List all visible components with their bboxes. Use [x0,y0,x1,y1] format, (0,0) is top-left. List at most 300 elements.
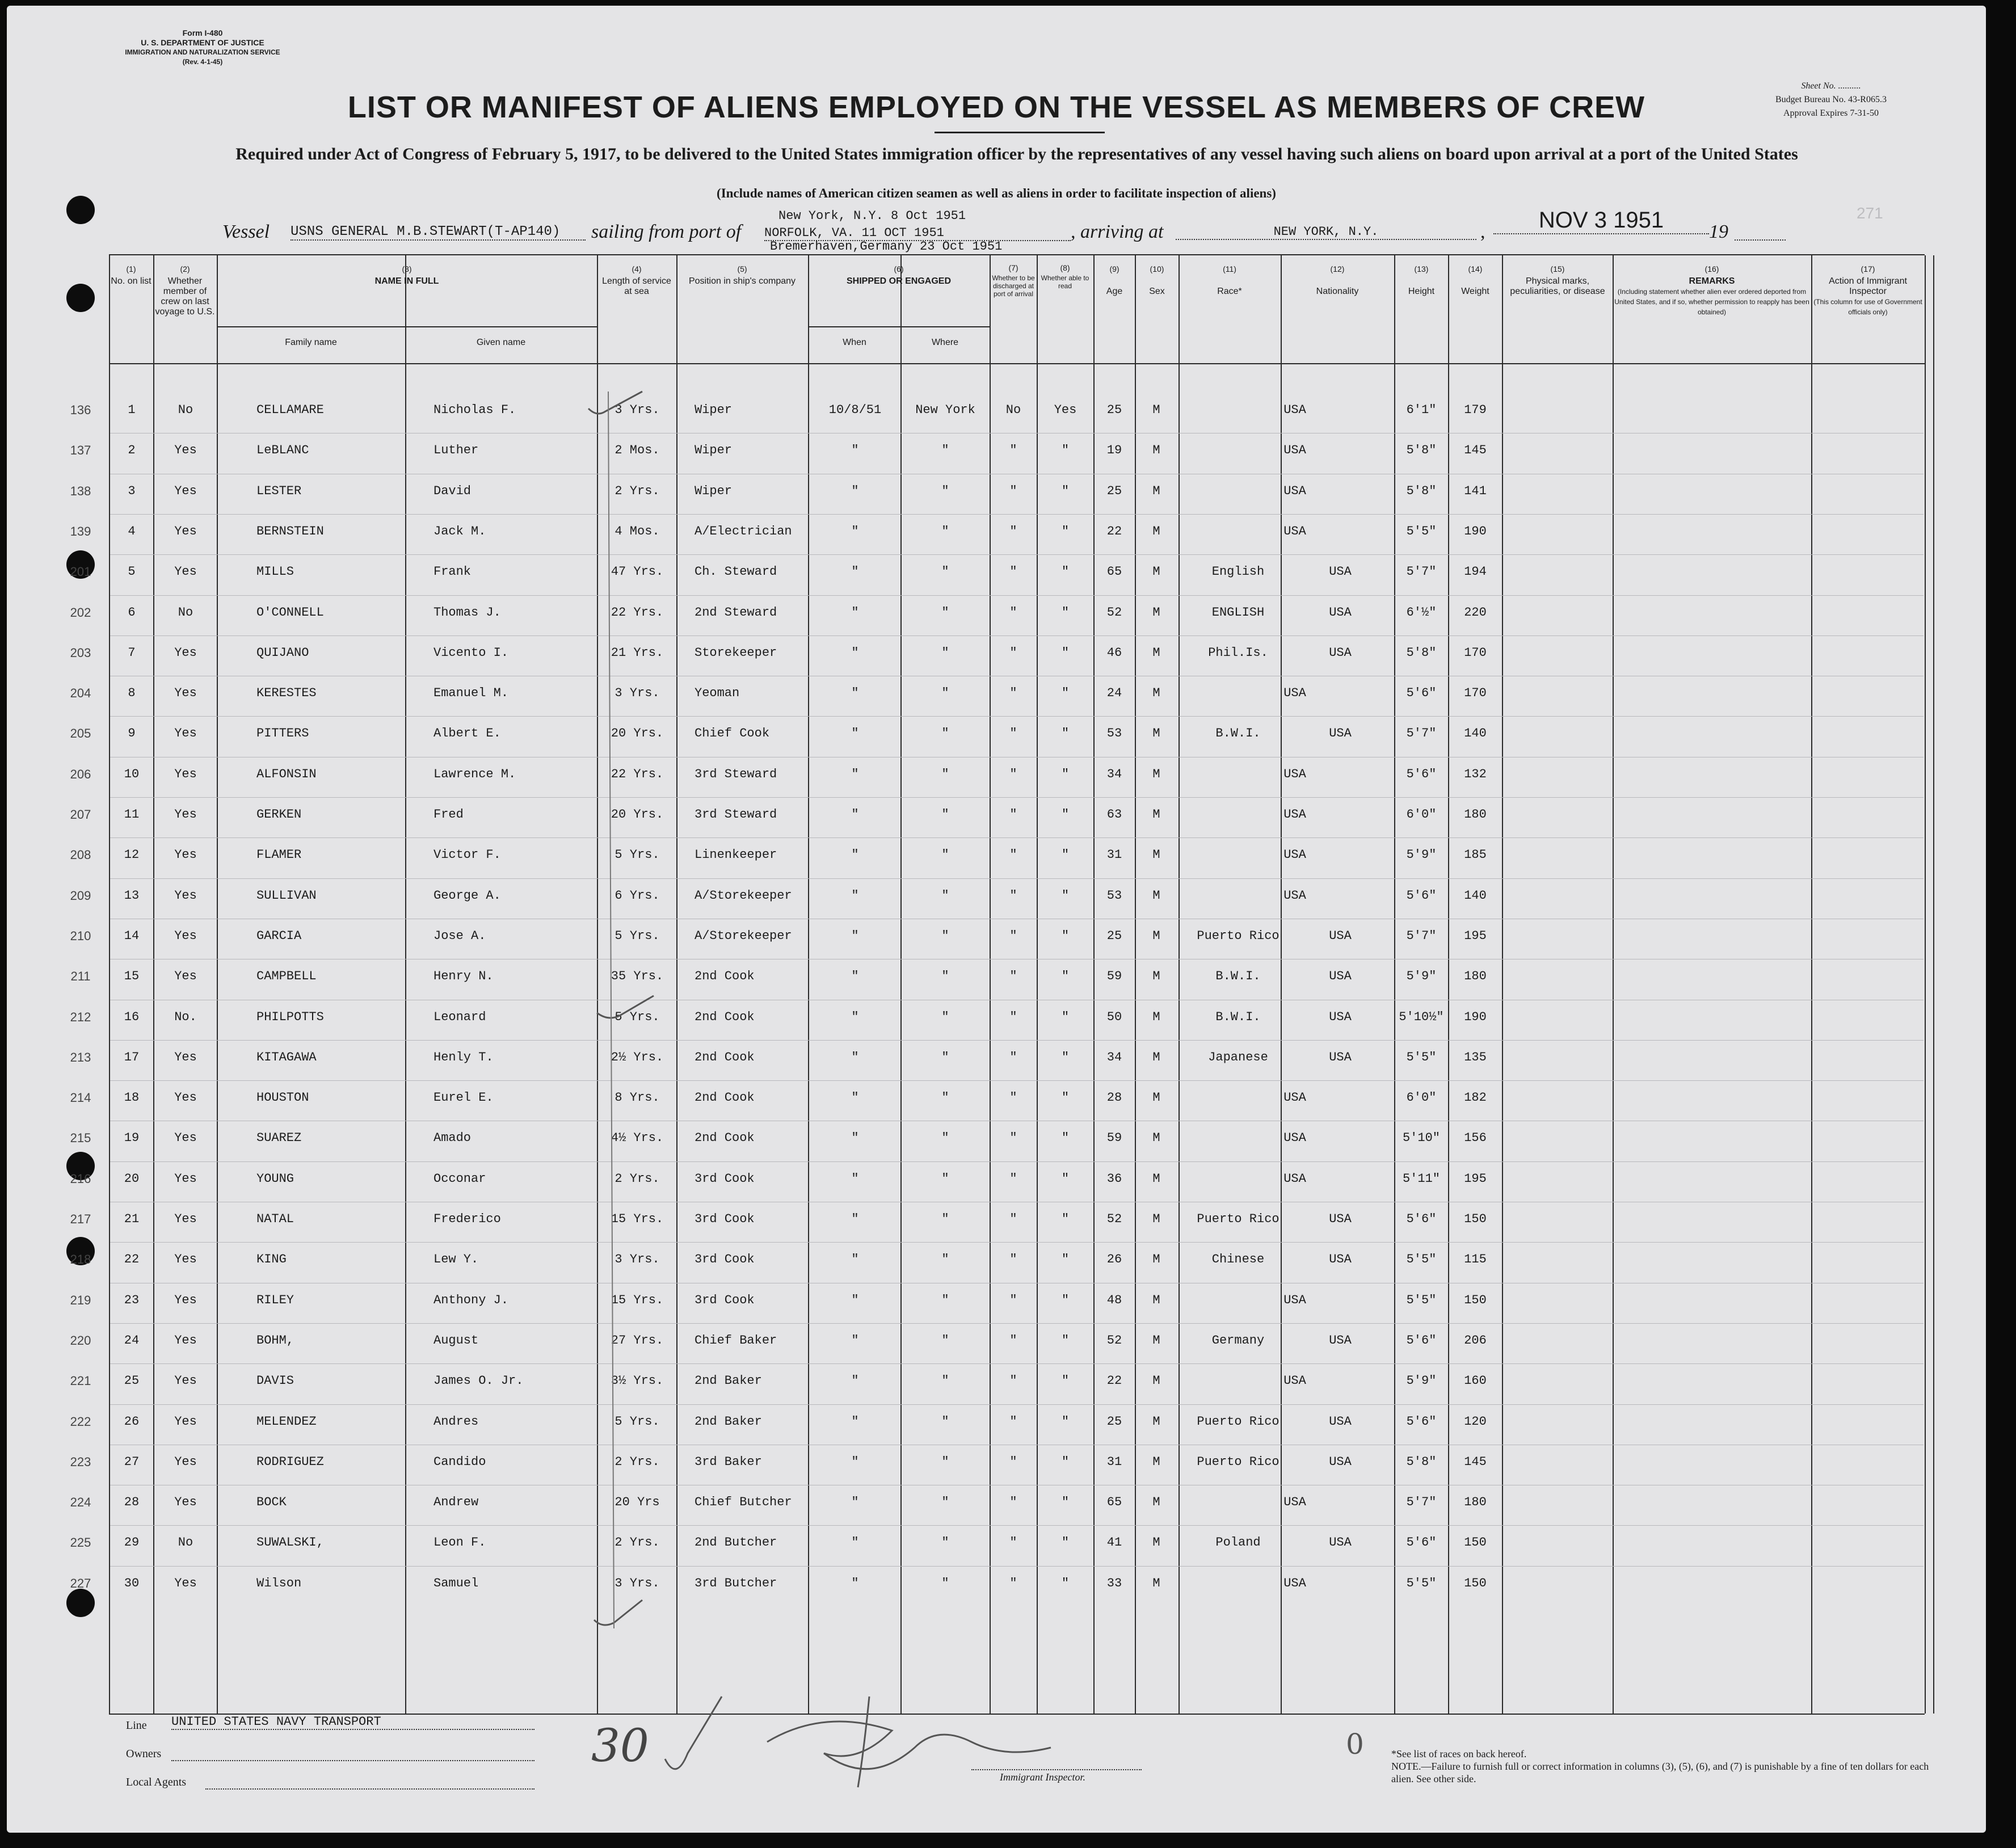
position: 3rd Cook [695,1293,755,1307]
service-length: 2 Yrs. [615,1454,660,1469]
position: 3rd Cook [695,1212,755,1226]
shipped-when: " [851,1333,859,1348]
shipped-where: " [941,1454,949,1469]
discharged: " [1009,605,1017,620]
weight: 135 [1464,1050,1487,1064]
race-note: *See list of races on back hereof. [1391,1748,1527,1759]
position: Ch. Steward [695,565,777,579]
row-rule [110,1566,1924,1567]
shipped-where: " [941,1333,949,1348]
height: 5'5" [1406,1050,1437,1064]
given-name: Emanuel M. [433,686,509,701]
last-voyage: Yes [174,807,197,822]
service-length: 20 Yrs. [611,807,664,822]
position: 2nd Cook [695,1091,755,1105]
discharged: " [1009,1414,1017,1429]
row-number: 12 [124,848,140,862]
arriving-port: NEW YORK, N.Y. [1176,225,1476,240]
department: U. S. DEPARTMENT OF JUSTICE [141,38,264,47]
nationality: USA [1283,1293,1306,1307]
sex: M [1152,1576,1160,1590]
shipped-where: New York [915,403,975,417]
discharged: " [1009,1009,1017,1024]
family-name: FLAMER [256,848,302,862]
nationality: USA [1329,1009,1352,1024]
row-rule [110,797,1924,798]
sex: M [1152,645,1160,660]
weight: 140 [1464,888,1487,903]
weight: 150 [1464,1212,1487,1226]
shipped-where: " [941,1091,949,1105]
line-label: Line [126,1719,147,1732]
col-no-header: (1) No. on list [111,264,151,286]
weight: 145 [1464,443,1487,458]
race: B.W.I. [1215,969,1261,984]
able-to-read: " [1061,524,1070,538]
height: 5'7" [1406,565,1437,579]
footnote [1391,1748,1936,1785]
sequence-number: 209 [70,888,91,903]
age: 65 [1106,1495,1122,1510]
height: 5'8" [1406,443,1437,458]
row-number: 30 [124,1576,140,1590]
weight: 180 [1464,807,1487,822]
able-to-read: " [1061,1454,1070,1469]
family-name: BOCK [256,1495,287,1510]
discharged: " [1009,969,1017,984]
col-nationality-header: (12) Nationality [1316,264,1359,296]
shipped-where: " [941,686,949,701]
family-name: O'CONNELL [256,605,324,620]
sequence-number: 227 [70,1576,91,1590]
nationality: USA [1329,1050,1352,1064]
family-name: GARCIA [256,928,302,943]
col-age-header: (9) Age [1106,264,1123,296]
given-name: David [433,483,472,498]
shipped-where: " [941,1171,949,1186]
row-rule [110,595,1924,596]
able-to-read: " [1061,888,1070,903]
able-to-read: " [1061,1576,1070,1590]
shipped-when: " [851,645,859,660]
height: 5'9" [1406,848,1437,862]
age: 41 [1106,1535,1122,1550]
weight: 150 [1464,1535,1487,1550]
service-length: 22 Yrs. [611,767,664,781]
height: 6'1" [1406,403,1437,417]
able-to-read: " [1061,1171,1070,1186]
family-name: KERESTES [256,686,317,701]
family-name: YOUNG [256,1171,294,1186]
race: Puerto Rico [1197,1212,1280,1226]
last-voyage: Yes [174,1414,197,1429]
sex: M [1152,1252,1160,1267]
col-discharged-header: (7) Whether to be discharged at port of arrival [992,263,1035,298]
discharged: " [1009,1293,1017,1307]
shipped-where: " [941,1374,949,1388]
service-length: 22 Yrs. [611,605,664,620]
age: 33 [1106,1576,1122,1590]
agents-label: Local Agents [126,1776,187,1788]
height: 5'11" [1402,1171,1440,1186]
age: 25 [1106,483,1122,498]
line-value: UNITED STATES NAVY TRANSPORT [171,1715,534,1730]
position: 2nd Cook [695,969,755,984]
title-underline [935,132,1105,133]
family-name: HOUSTON [256,1091,309,1105]
height: 5'6" [1406,1212,1437,1226]
vessel-label: Vessel [222,221,270,242]
last-voyage: Yes [174,483,197,498]
age: 25 [1106,403,1122,417]
able-to-read: " [1061,645,1070,660]
nationality: USA [1329,645,1352,660]
family-name: GERKEN [256,807,302,822]
service-length: 15 Yrs. [611,1212,664,1226]
sex: M [1152,767,1160,781]
height: 5'5" [1406,1293,1437,1307]
col-last-voyage-header: (2) Whether member of crew on last voyage to U.S. [155,264,215,317]
col-position-header: (5) Position in ship's company [688,264,796,286]
row-number: 5 [128,565,136,579]
weight: 190 [1464,524,1487,538]
last-voyage: No [178,605,193,620]
col-height-header: (13) Height [1408,264,1435,296]
col-inspector-header: (17) Action of Immigrant Inspector (This column for use of Government officials only) [1813,264,1922,316]
race: B.W.I. [1215,726,1261,741]
given-name: George A. [433,888,501,903]
weight: 160 [1464,1374,1487,1388]
able-to-read: " [1061,1495,1070,1510]
shipped-where: " [941,848,949,862]
sex: M [1152,807,1160,822]
discharged: " [1009,888,1017,903]
shipped-when: " [851,443,859,458]
row-rule [110,514,1924,515]
family-name: PITTERS [256,726,309,741]
last-voyage: Yes [174,645,197,660]
sex: M [1152,969,1160,984]
handwritten-zero: 0 [1346,1728,1364,1761]
weight: 182 [1464,1091,1487,1105]
able-to-read: " [1061,928,1070,943]
family-name: SULLIVAN [256,888,317,903]
last-voyage: No. [174,1009,197,1024]
port-line-2: NORFOLK, VA. 11 OCT 1951 [764,226,1071,241]
height: 5'6" [1406,686,1437,701]
sequence-number: 136 [70,403,91,417]
last-voyage: Yes [174,524,197,538]
race: ENGLISH [1211,605,1265,620]
height: 5'8" [1406,1454,1437,1469]
last-voyage: Yes [174,928,197,943]
position: 3rd Butcher [695,1576,777,1590]
given-name: James O. Jr. [433,1374,524,1388]
height: 5'6" [1406,1333,1437,1348]
service-length: 8 Yrs. [615,1091,660,1105]
shipped-where: " [941,807,949,822]
family-name: DAVIS [256,1374,294,1388]
height: 5'5" [1406,1252,1437,1267]
row-number: 4 [128,524,136,538]
row-rule [110,716,1924,717]
service-length: 5 Yrs. [615,1009,660,1024]
row-number: 2 [128,443,136,458]
approval-expires: Approval Expires 7-31-50 [1783,108,1879,118]
row-rule [110,1363,1924,1364]
sex: M [1152,726,1160,741]
discharged: " [1009,1333,1017,1348]
sheet-number: Sheet No. .......... [1801,81,1861,91]
sex: M [1152,1333,1160,1348]
race: Puerto Rico [1197,928,1280,943]
last-voyage: Yes [174,726,197,741]
shipped-when: " [851,605,859,620]
family-name: PHILPOTTS [256,1009,324,1024]
discharged: " [1009,443,1017,458]
row-number: 6 [128,605,136,620]
sequence-number: 138 [70,483,91,498]
age: 22 [1106,1374,1122,1388]
discharged: " [1009,686,1017,701]
race: Puerto Rico [1197,1414,1280,1429]
col-remarks-header: (16) REMARKS (Including statement whether alien ever ordered deported from United States, and if so, whether permission to reapply has been obtained) [1614,264,1809,316]
race: English [1211,565,1265,579]
shipped-when: " [851,848,859,862]
punch-hole [66,284,95,312]
given-name: Fred [433,807,464,822]
shipped-when: " [851,1576,859,1590]
col-read-header: (8) Whether able to read [1041,263,1089,290]
nationality: USA [1283,767,1306,781]
nationality: USA [1283,888,1306,903]
shipped-when: " [851,1009,859,1024]
discharged: " [1009,1091,1017,1105]
height: 5'7" [1406,726,1437,741]
sequence-number: 219 [70,1293,91,1307]
service-length: 5 Yrs. [615,928,660,943]
row-number: 16 [124,1009,140,1024]
height: 5'5" [1406,1576,1437,1590]
nationality: USA [1283,686,1306,701]
race: Chinese [1211,1252,1265,1267]
inspector-label: Immigrant Inspector. [1000,1771,1085,1783]
weight: 145 [1464,1454,1487,1469]
shipped-where: " [941,483,949,498]
owners-field[interactable] [171,1760,534,1761]
given-name: Lawrence M. [433,767,516,781]
age: 25 [1106,1414,1122,1429]
stamp-number: 271 [1857,204,1883,222]
budget-bureau: Budget Bureau No. 43-R065.3 [1775,95,1887,104]
service-length: 47 Yrs. [611,565,664,579]
given-name: Albert E. [433,726,501,741]
weight: 115 [1464,1252,1487,1267]
given-name: Samuel [433,1576,479,1590]
row-number: 14 [124,928,140,943]
shipped-where: " [941,1414,949,1429]
age: 34 [1106,1050,1122,1064]
shipped-where: " [941,1535,949,1550]
family-name: SUAREZ [256,1131,302,1146]
sequence-number: 224 [70,1495,91,1510]
sex: M [1152,1535,1160,1550]
last-voyage: Yes [174,1454,197,1469]
able-to-read: " [1061,726,1070,741]
nationality: USA [1329,1333,1352,1348]
nationality: USA [1329,1252,1352,1267]
service-length: 5 Yrs. [615,848,660,862]
race: B.W.I. [1215,1009,1261,1024]
given-name: Frank [433,565,472,579]
age: 53 [1106,888,1122,903]
shipped-when: " [851,1252,859,1267]
position: 2nd Baker [695,1414,762,1429]
position: 2nd Cook [695,1009,755,1024]
service-length: 2½ Yrs. [611,1050,664,1064]
sex: M [1152,1009,1160,1024]
row-rule [110,837,1924,838]
shipped-when: " [851,1293,859,1307]
able-to-read: " [1061,807,1070,822]
row-rule [110,1323,1924,1324]
age: 65 [1106,565,1122,579]
weight: 180 [1464,1495,1487,1510]
col-when-header: When [843,338,866,347]
position: Chief Butcher [695,1495,792,1510]
position: 2nd Butcher [695,1535,777,1550]
nationality: USA [1329,1535,1352,1550]
position: 3rd Baker [695,1454,762,1469]
family-name: KITAGAWA [256,1050,317,1064]
position: 2nd Steward [695,605,777,620]
col-service-header: (4) Length of service at sea [602,264,671,296]
family-name: LESTER [256,483,302,498]
age: 19 [1106,443,1122,458]
last-voyage: Yes [174,1252,197,1267]
punch-hole [66,1589,95,1617]
family-name: RILEY [256,1293,294,1307]
age: 22 [1106,524,1122,538]
row-number: 17 [124,1050,140,1064]
height: 6'0" [1406,807,1437,822]
sequence-number: 137 [70,443,91,458]
age: 53 [1106,726,1122,741]
weight: 140 [1464,726,1487,741]
row-number: 21 [124,1212,140,1226]
header-bottom-rule [109,363,1925,364]
age: 25 [1106,928,1122,943]
discharged: " [1009,1374,1017,1388]
sex: M [1152,524,1160,538]
discharged: " [1009,1050,1017,1064]
discharged: " [1009,1576,1017,1590]
position: 3rd Steward [695,807,777,822]
row-rule [110,1080,1924,1081]
able-to-read: " [1061,605,1070,620]
race: Germany [1211,1333,1265,1348]
discharged: " [1009,1495,1017,1510]
sex: M [1152,1293,1160,1307]
last-voyage: Yes [174,848,197,862]
able-to-read: " [1061,1535,1070,1550]
weight: 195 [1464,1171,1487,1186]
service-length: 2 Yrs. [615,1535,660,1550]
able-to-read: " [1061,443,1070,458]
sex: M [1152,403,1160,417]
row-number: 13 [124,888,140,903]
height: 5'6" [1406,1535,1437,1550]
position: 3rd Steward [695,767,777,781]
position: Wiper [695,443,733,458]
age: 34 [1106,767,1122,781]
row-rule [110,1525,1924,1526]
given-name: Candido [433,1454,486,1469]
given-name: Henry N. [433,969,494,984]
row-number: 18 [124,1091,140,1105]
shipped-when: " [851,1535,859,1550]
height: 5'9" [1406,1374,1437,1388]
shipped-when: 10/8/51 [828,403,882,417]
age: 52 [1106,1212,1122,1226]
given-name: Luther [433,443,479,458]
weight: 132 [1464,767,1487,781]
position: Chief Cook [695,726,770,741]
race: Japanese [1208,1050,1268,1064]
nationality: USA [1329,565,1352,579]
page-title: LIST OR MANIFEST OF ALIENS EMPLOYED ON THE VESSEL AS MEMBERS OF CREW [347,90,1645,124]
discharged: " [1009,726,1017,741]
weight: 150 [1464,1293,1487,1307]
row-number: 3 [128,483,136,498]
family-name: LeBLANC [256,443,309,458]
form-number: Form I-480 [182,28,223,37]
row-number: 9 [128,726,136,741]
col-name-header: (3) NAME IN FULL [374,264,439,286]
port-line-3: Bremerhaven,Germany 23 Oct 1951 [770,239,1003,254]
able-to-read: " [1061,1414,1070,1429]
row-rule [110,1040,1924,1041]
subtitle-note: (Include names of American citizen seamen as well as aliens in order to facilitate inspection of aliens) [717,186,1276,200]
row-number: 23 [124,1293,140,1307]
service-length: 4½ Yrs. [611,1131,664,1146]
family-name: CELLAMARE [256,403,324,417]
family-name: Wilson [256,1576,302,1590]
family-name: ALFONSIN [256,767,317,781]
col-shipped-header: (6) SHIPPED OR ENGAGED [846,264,952,286]
height: 5'7" [1406,928,1437,943]
weight: 220 [1464,605,1487,620]
col-family-name-header: Family name [285,338,337,347]
sequence-number: 206 [70,767,91,781]
sex: M [1152,605,1160,620]
given-name: Thomas J. [433,605,501,620]
shipped-where: " [941,524,949,538]
age: 52 [1106,1333,1122,1348]
given-name: Lew Y. [433,1252,479,1267]
table-top-rule [109,254,1925,255]
shipped-where: " [941,888,949,903]
last-voyage: Yes [174,1212,197,1226]
given-name: Victor F. [433,848,501,862]
row-number: 25 [124,1374,140,1388]
shipped-when: " [851,767,859,781]
given-name: Andres [433,1414,479,1429]
sequence-number: 211 [70,969,91,984]
shipped-when: " [851,1050,859,1064]
col-race-header: (11) Race* [1217,264,1242,296]
agents-field[interactable] [205,1788,534,1790]
